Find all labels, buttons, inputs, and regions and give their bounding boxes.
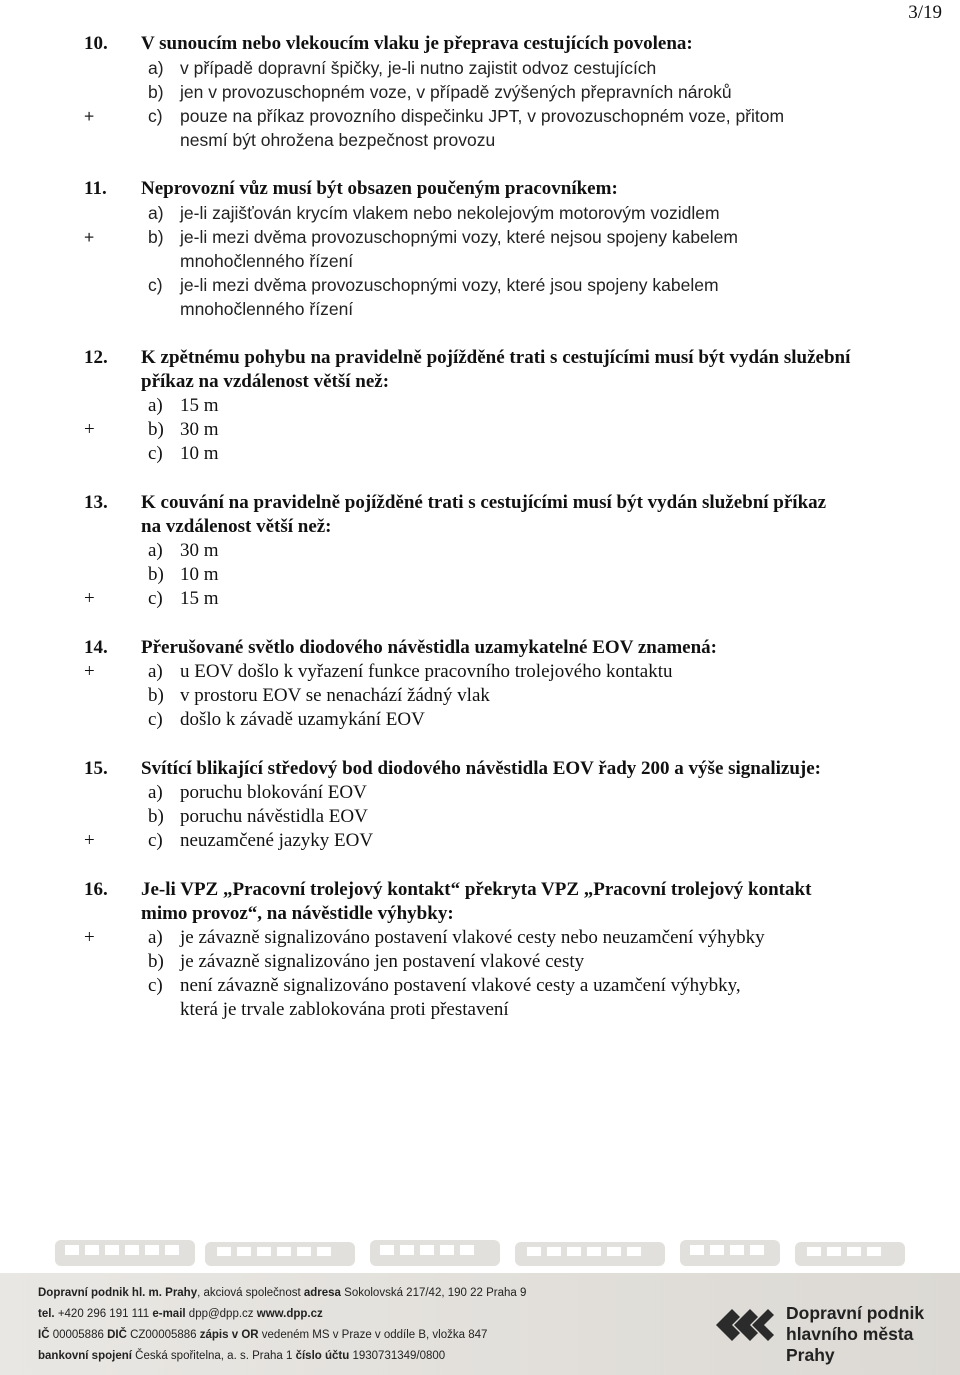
question-number: 16.: [84, 879, 108, 900]
answer-option-line: [0, 974, 960, 998]
question-number: 15.: [84, 758, 108, 779]
answer-text: došlo k závadě uzamykání EOV: [180, 709, 425, 730]
answer-option-line: [0, 684, 960, 708]
answer-letter: a): [148, 927, 163, 948]
answer-option-line: [0, 950, 960, 974]
ic-label: IČ: [38, 1329, 50, 1341]
website-link: www.dpp.cz: [256, 1308, 323, 1320]
register-value: vedeném MS v Praze v oddíle B, vložka 847: [258, 1329, 488, 1341]
question-16: [0, 878, 960, 1022]
question-heading-line: [0, 515, 960, 539]
company-address-line: [38, 1283, 526, 1304]
bank-value: Česká spořitelna, a. s. Praha 1: [131, 1350, 296, 1362]
answer-letter: a): [148, 661, 163, 682]
email-label: e-mail: [152, 1308, 186, 1320]
correct-answer-marker: +: [84, 661, 95, 682]
answer-letter: c): [148, 443, 163, 464]
answer-letter: c): [148, 588, 163, 609]
question-text: K zpětnému pohybu na pravidelně pojížděné trati s cestujícími musí být vydán služební: [141, 347, 851, 368]
company-footer: [0, 1273, 960, 1375]
answer-letter: b): [148, 82, 164, 102]
answer-letter: b): [148, 951, 164, 972]
answer-option-line: [0, 539, 960, 563]
question-heading-line: [0, 370, 960, 394]
address-value: Sokolovská 217/42, 190 22 Praha 9: [340, 1287, 527, 1299]
email-value: dpp@dpp.cz: [185, 1308, 257, 1320]
answer-text: je-li zajišťován krycím vlakem nebo nekolejovým motorovým vozidlem: [180, 203, 720, 223]
answer-letter: b): [148, 806, 164, 827]
answer-letter: b): [148, 685, 164, 706]
company-registration-line: [38, 1325, 526, 1346]
answer-letter: a): [148, 203, 164, 223]
company-type: , akciová společnost: [197, 1287, 304, 1299]
question-heading-line: [0, 32, 960, 56]
company-info: [38, 1283, 526, 1367]
phone-label: tel.: [38, 1308, 55, 1320]
answer-option-line: [0, 249, 960, 273]
answer-letter: c): [148, 830, 163, 851]
question-text: Přerušované světlo diodového návěstidla uzamykatelné EOV znamená:: [141, 637, 717, 658]
register-label: zápis v OR: [199, 1329, 259, 1341]
answer-text: není závazně signalizováno postavení vlakové cesty a uzamčení výhybky,: [180, 975, 741, 996]
answer-letter: a): [148, 782, 163, 803]
question-text: na vzdálenost větší než:: [141, 516, 332, 537]
question-text: V sunoucím nebo vlekoucím vlaku je přeprava cestujících povolena:: [141, 33, 693, 54]
question-14: [0, 636, 960, 732]
answer-option-line: [0, 998, 960, 1022]
question-text: Neprovozní vůz musí být obsazen poučeným pracovníkem:: [141, 178, 618, 199]
question-text: K couvání na pravidelně pojížděné trati s cestujícími musí být vydán služební příkaz: [141, 492, 827, 513]
answer-text: která je trvale zablokována proti přestavení: [180, 999, 509, 1020]
dpp-logo-icon: [712, 1295, 776, 1357]
answer-text: poruchu blokování EOV: [180, 782, 367, 803]
question-heading-line: [0, 491, 960, 515]
answer-option-line: [0, 394, 960, 418]
correct-answer-marker: +: [84, 830, 95, 851]
answer-text: 15 m: [180, 588, 219, 609]
question-heading-line: [0, 177, 960, 201]
answer-letter: a): [148, 58, 164, 78]
question-number: 13.: [84, 492, 108, 513]
logo-wordmark: [786, 1303, 960, 1366]
answer-text: 15 m: [180, 395, 219, 416]
question-11: [0, 177, 960, 321]
answer-text: mnohočlenného řízení: [180, 251, 354, 271]
answer-text: nesmí být ohrožena bezpečnost provozu: [180, 130, 496, 150]
logo-line-1: Dopravní podnik: [786, 1303, 925, 1323]
answer-option-line: [0, 225, 960, 249]
question-text: mimo provoz“, na návěstidle výhybky:: [141, 903, 454, 924]
answer-text: je závazně signalizováno jen postavení vlakové cesty: [180, 951, 585, 972]
question-text: Svítící blikající středový bod diodového návěstidla EOV řady 200 a výše signalizuje:: [141, 758, 822, 779]
answer-option-line: [0, 587, 960, 611]
ic-value: 00005886: [49, 1329, 108, 1341]
answer-letter: c): [148, 709, 163, 730]
question-heading-line: [0, 346, 960, 370]
question-10: [0, 32, 960, 152]
correct-answer-marker: +: [84, 106, 95, 126]
answer-option-line: [0, 418, 960, 442]
answer-text: 10 m: [180, 443, 219, 464]
answer-text: 10 m: [180, 564, 219, 585]
answer-text: poruchu návěstidla EOV: [180, 806, 368, 827]
account-label: číslo účtu: [295, 1350, 350, 1362]
tram-silhouettes-decoration: [55, 1232, 905, 1272]
answer-option-line: [0, 297, 960, 321]
question-number: 10.: [84, 33, 108, 54]
question-heading-line: [0, 878, 960, 902]
dic-value: CZ00005886: [126, 1329, 200, 1341]
answer-letter: c): [148, 106, 163, 126]
answer-text: v prostoru EOV se nenachází žádný vlak: [180, 685, 490, 706]
answer-letter: a): [148, 540, 163, 561]
correct-answer-marker: +: [84, 588, 95, 609]
phone-value: +420 296 191 111: [54, 1308, 153, 1320]
dic-label: DIČ: [107, 1329, 127, 1341]
correct-answer-marker: +: [84, 927, 95, 948]
answer-letter: c): [148, 975, 163, 996]
answer-option-line: [0, 708, 960, 732]
question-text: Je-li VPZ „Pracovní trolejový kontakt“ překryta VPZ „Pracovní trolejový kontakt: [141, 879, 812, 900]
question-number: 14.: [84, 637, 108, 658]
answer-text: mnohočlenného řízení: [180, 299, 354, 319]
question-number: 11.: [84, 178, 107, 199]
answer-text: je-li mezi dvěma provozuschopnými vozy, které jsou spojeny kabelem: [180, 275, 719, 295]
question-heading-line: [0, 902, 960, 926]
answer-option-line: [0, 805, 960, 829]
answer-letter: b): [148, 419, 164, 440]
answer-option-line: [0, 104, 960, 128]
company-name: Dopravní podnik hl. m. Prahy: [38, 1287, 198, 1299]
answer-text: pouze na příkaz provozního dispečinku JPT, v provozuschopném voze, přitom: [180, 106, 785, 126]
answer-option-line: [0, 781, 960, 805]
answer-option-line: [0, 442, 960, 466]
answer-text: u EOV došlo k vyřazení funkce pracovního trolejového kontaktu: [180, 661, 673, 682]
answer-option-line: [0, 80, 960, 104]
correct-answer-marker: +: [84, 419, 95, 440]
answer-option-line: [0, 660, 960, 684]
answer-letter: b): [148, 227, 164, 247]
account-value: 1930731349/0800: [349, 1350, 446, 1362]
question-text: příkaz na vzdálenost větší než:: [141, 371, 390, 392]
page-number: 3/19: [908, 2, 942, 23]
answer-text: neuzamčené jazyky EOV: [180, 830, 374, 851]
question-heading-line: [0, 757, 960, 781]
answer-text: jen v provozuschopném voze, v případě zvýšených přepravních nároků: [180, 82, 732, 102]
answer-option-line: [0, 829, 960, 853]
address-label: adresa: [303, 1287, 341, 1299]
answer-option-line: [0, 563, 960, 587]
correct-answer-marker: +: [84, 227, 95, 247]
question-13: [0, 491, 960, 611]
answer-option-line: [0, 201, 960, 225]
answer-text: 30 m: [180, 540, 219, 561]
bank-label: bankovní spojení: [38, 1350, 132, 1362]
answer-option-line: [0, 926, 960, 950]
question-12: [0, 346, 960, 466]
question-list: [0, 32, 960, 1047]
question-heading-line: [0, 636, 960, 660]
answer-text: je závazně signalizováno postavení vlakové cesty nebo neuzamčení výhybky: [180, 927, 765, 948]
answer-letter: a): [148, 395, 163, 416]
company-bank-line: [38, 1346, 526, 1367]
company-contact-line: [38, 1304, 526, 1325]
logo-line-2: hlavního města Prahy: [786, 1324, 914, 1365]
answer-option-line: [0, 273, 960, 297]
answer-text: 30 m: [180, 419, 219, 440]
question-number: 12.: [84, 347, 108, 368]
answer-letter: c): [148, 275, 163, 295]
answer-text: je-li mezi dvěma provozuschopnými vozy, které nejsou spojeny kabelem: [180, 227, 738, 247]
answer-letter: b): [148, 564, 164, 585]
answer-option-line: [0, 56, 960, 80]
answer-option-line: [0, 128, 960, 152]
question-15: [0, 757, 960, 853]
answer-text: v případě dopravní špičky, je-li nutno zajistit odvoz cestujících: [180, 58, 657, 78]
